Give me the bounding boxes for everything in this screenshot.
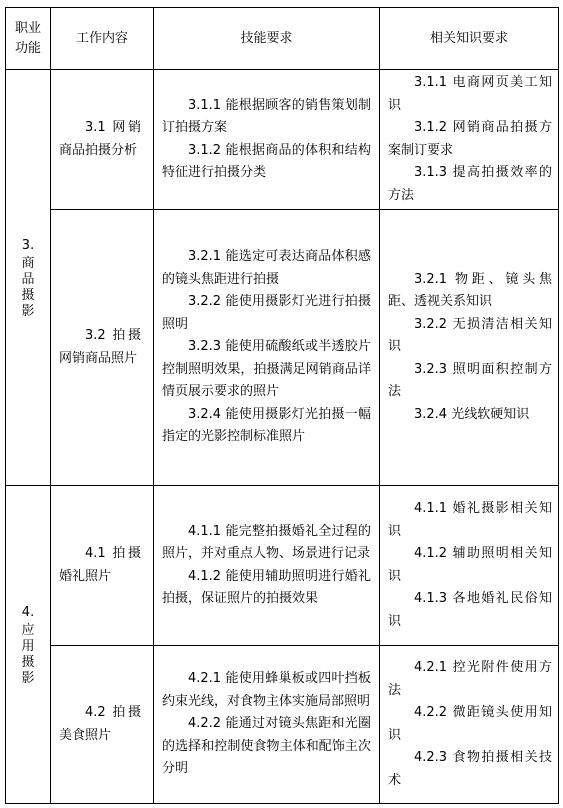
knowledge-item: 3.1.3 提高拍摄效率的方法 (388, 165, 552, 203)
knowledge-requirements-cell (380, 70, 559, 210)
knowledge-item: 4.2.2 微距镜头使用知识 (388, 705, 552, 743)
header-row (6, 8, 559, 70)
knowledge-item: 3.2.1 物距、镜头焦距、透视关系知识 (388, 271, 552, 310)
table-row (6, 210, 559, 486)
skill-item: 3.2.2 能使用摄影灯光进行拍摄照明 (162, 294, 371, 332)
skill-item: 3.2.1 能选定可表达商品体积感的镜头焦距进行拍摄 (162, 249, 371, 287)
header-work: 工作内容 (51, 8, 154, 70)
skill-requirements-cell (154, 486, 380, 646)
function-number: 3. (21, 237, 35, 253)
knowledge-item: 4.2.3 食物拍摄相关技术 (388, 750, 552, 788)
skill-item: 4.1.2 能使用辅助照明进行婚礼拍摄，保证照片的拍摄效果 (162, 568, 371, 606)
work-content-cell (51, 646, 154, 804)
skill-requirements-cell (154, 210, 380, 486)
knowledge-item: 4.2.1 控光附件使用方法 (388, 660, 552, 698)
work-content-title: 3.1 网销商品拍摄分析 (59, 120, 141, 158)
skill-item: 3.1.1 能根据顾客的销售策划制订拍摄方案 (162, 97, 371, 135)
header-skill: 技能要求 (154, 8, 380, 70)
work-content-title: 4.1 拍摄婚礼照片 (59, 546, 141, 584)
function-name: 商品摄影 (21, 255, 35, 319)
skill-standard-table (5, 7, 559, 804)
skill-requirements-cell (154, 646, 380, 804)
header-knowledge: 相关知识要求 (380, 8, 559, 70)
knowledge-item: 3.1.1 电商网页美工知识 (388, 75, 552, 113)
knowledge-item: 4.1.3 各地婚礼民俗知识 (388, 591, 552, 629)
skill-item: 3.2.4 能使用摄影灯光拍摄一幅指定的光影控制标准照片 (162, 406, 371, 445)
function-name: 应用摄影 (21, 622, 35, 686)
knowledge-requirements-cell (380, 486, 559, 646)
table-row (6, 646, 559, 804)
table-row (6, 70, 559, 210)
work-content-cell (51, 70, 154, 210)
function-cell (6, 486, 51, 804)
knowledge-requirements-cell (380, 210, 559, 486)
work-content-cell (51, 486, 154, 646)
skill-item: 4.1.1 能完整拍摄婚礼全过程的照片，并对重点人物、场景进行记录 (162, 523, 371, 561)
work-content-title: 3.2 拍摄网销商品照片 (59, 328, 141, 366)
skill-item: 3.1.2 能根据商品的体积和结构特征进行拍摄分类 (162, 142, 371, 180)
function-cell (6, 70, 51, 486)
skill-requirements-cell (154, 70, 380, 210)
skill-item: 4.2.2 能通过对镜头焦距和光圈的选择和控制使食物主体和配饰主次分明 (162, 716, 371, 777)
knowledge-item: 3.2.3 照明面积控制方法 (388, 361, 552, 400)
work-content-title: 4.2 拍摄美食照片 (59, 705, 141, 743)
knowledge-item: 3.2.4 光线软硬知识 (414, 406, 530, 422)
knowledge-requirements-cell (380, 646, 559, 804)
knowledge-item: 3.2.2 无损清洁相关知识 (388, 316, 552, 355)
skill-item: 3.2.3 能使用硫酸纸或半透胶片控制照明效果，拍摄满足网销商品详情页展示要求的照片 (162, 339, 371, 400)
work-content-cell (51, 210, 154, 486)
skill-item: 4.2.1 能使用蜂巢板或四叶挡板约束光线，对食物主体实施局部照明 (162, 671, 371, 709)
table-row (6, 486, 559, 646)
function-number: 4. (21, 604, 35, 620)
knowledge-item: 4.1.2 辅助照明相关知识 (388, 546, 552, 584)
header-function: 职业功能 (6, 8, 51, 70)
knowledge-item: 4.1.1 婚礼摄影相关知识 (388, 501, 552, 539)
knowledge-item: 3.1.2 网销商品拍摄方案制订要求 (388, 120, 552, 158)
